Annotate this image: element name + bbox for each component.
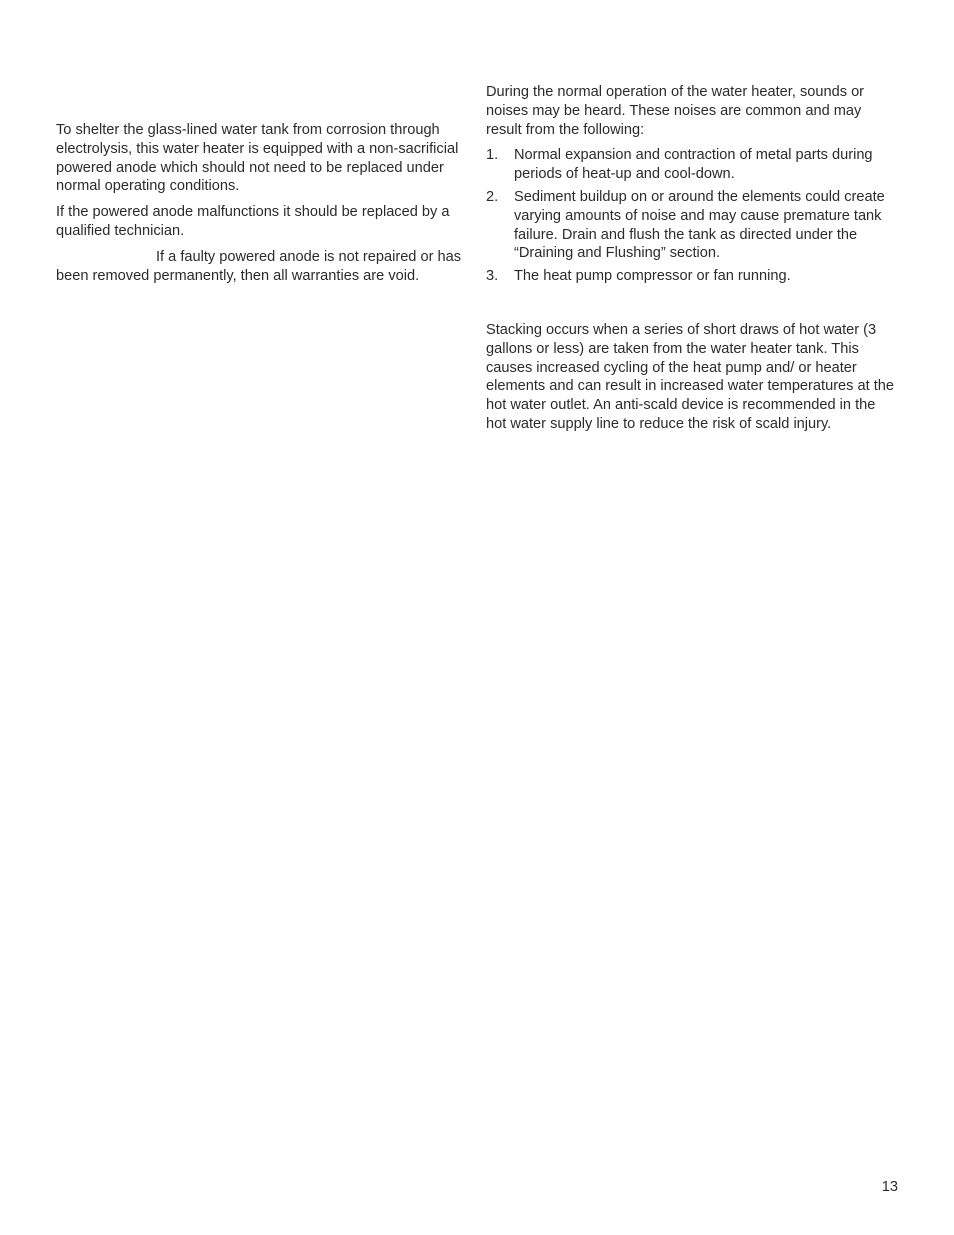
noise-list (486, 146, 896, 286)
list-item-number: 1. (486, 147, 499, 164)
stacking-paragraph: Stacking occurs when a series of short draws of hot water (3 gallons or less) are taken from the water heater tank. This causes increased cycling of the heat pump and/ or heater elements and can result in increased water temperatures at the hot water outlet. An anti-scald device is recommended in the hot water supply line to reduce the risk of scald injury. (486, 321, 895, 432)
anode-paragraph-3 (56, 248, 470, 286)
anode-paragraph-2: If the powered anode malfunctions it should be replaced by a qualified technician. (56, 204, 450, 239)
anode-paragraph-3-text: If a faulty powered anode is not repaired or has been removed permanently, then all warranties are void. (56, 248, 462, 284)
list-item (486, 188, 896, 263)
list-item-number: 3. (486, 268, 499, 285)
right-column (486, 83, 896, 441)
anode-paragraph-1: To shelter the glass-lined water tank from corrosion through electrolysis, this water heater is equipped with a non-sacrificial powered anode which should not need to be replaced under normal operating conditions. (56, 122, 459, 195)
list-item (486, 146, 896, 184)
list-item-number: 2. (486, 188, 499, 205)
list-item-text: The heat pump compressor or fan running. (514, 268, 791, 285)
page-number: 13 (881, 1179, 898, 1195)
list-item-text: Sediment buildup on or around the elements could create varying amounts of noise and may cause premature tank failure. Drain and flush the tank as directed under the “Draining and Flushing” section. (514, 188, 885, 262)
list-item-text: Normal expansion and contraction of metal parts during periods of heat-up and cool-down. (514, 147, 873, 183)
noise-intro: During the normal operation of the water heater, sounds or noises may be heard. These noises are common and may result from the following: (486, 84, 865, 138)
left-column (56, 121, 470, 292)
list-item (486, 267, 896, 286)
